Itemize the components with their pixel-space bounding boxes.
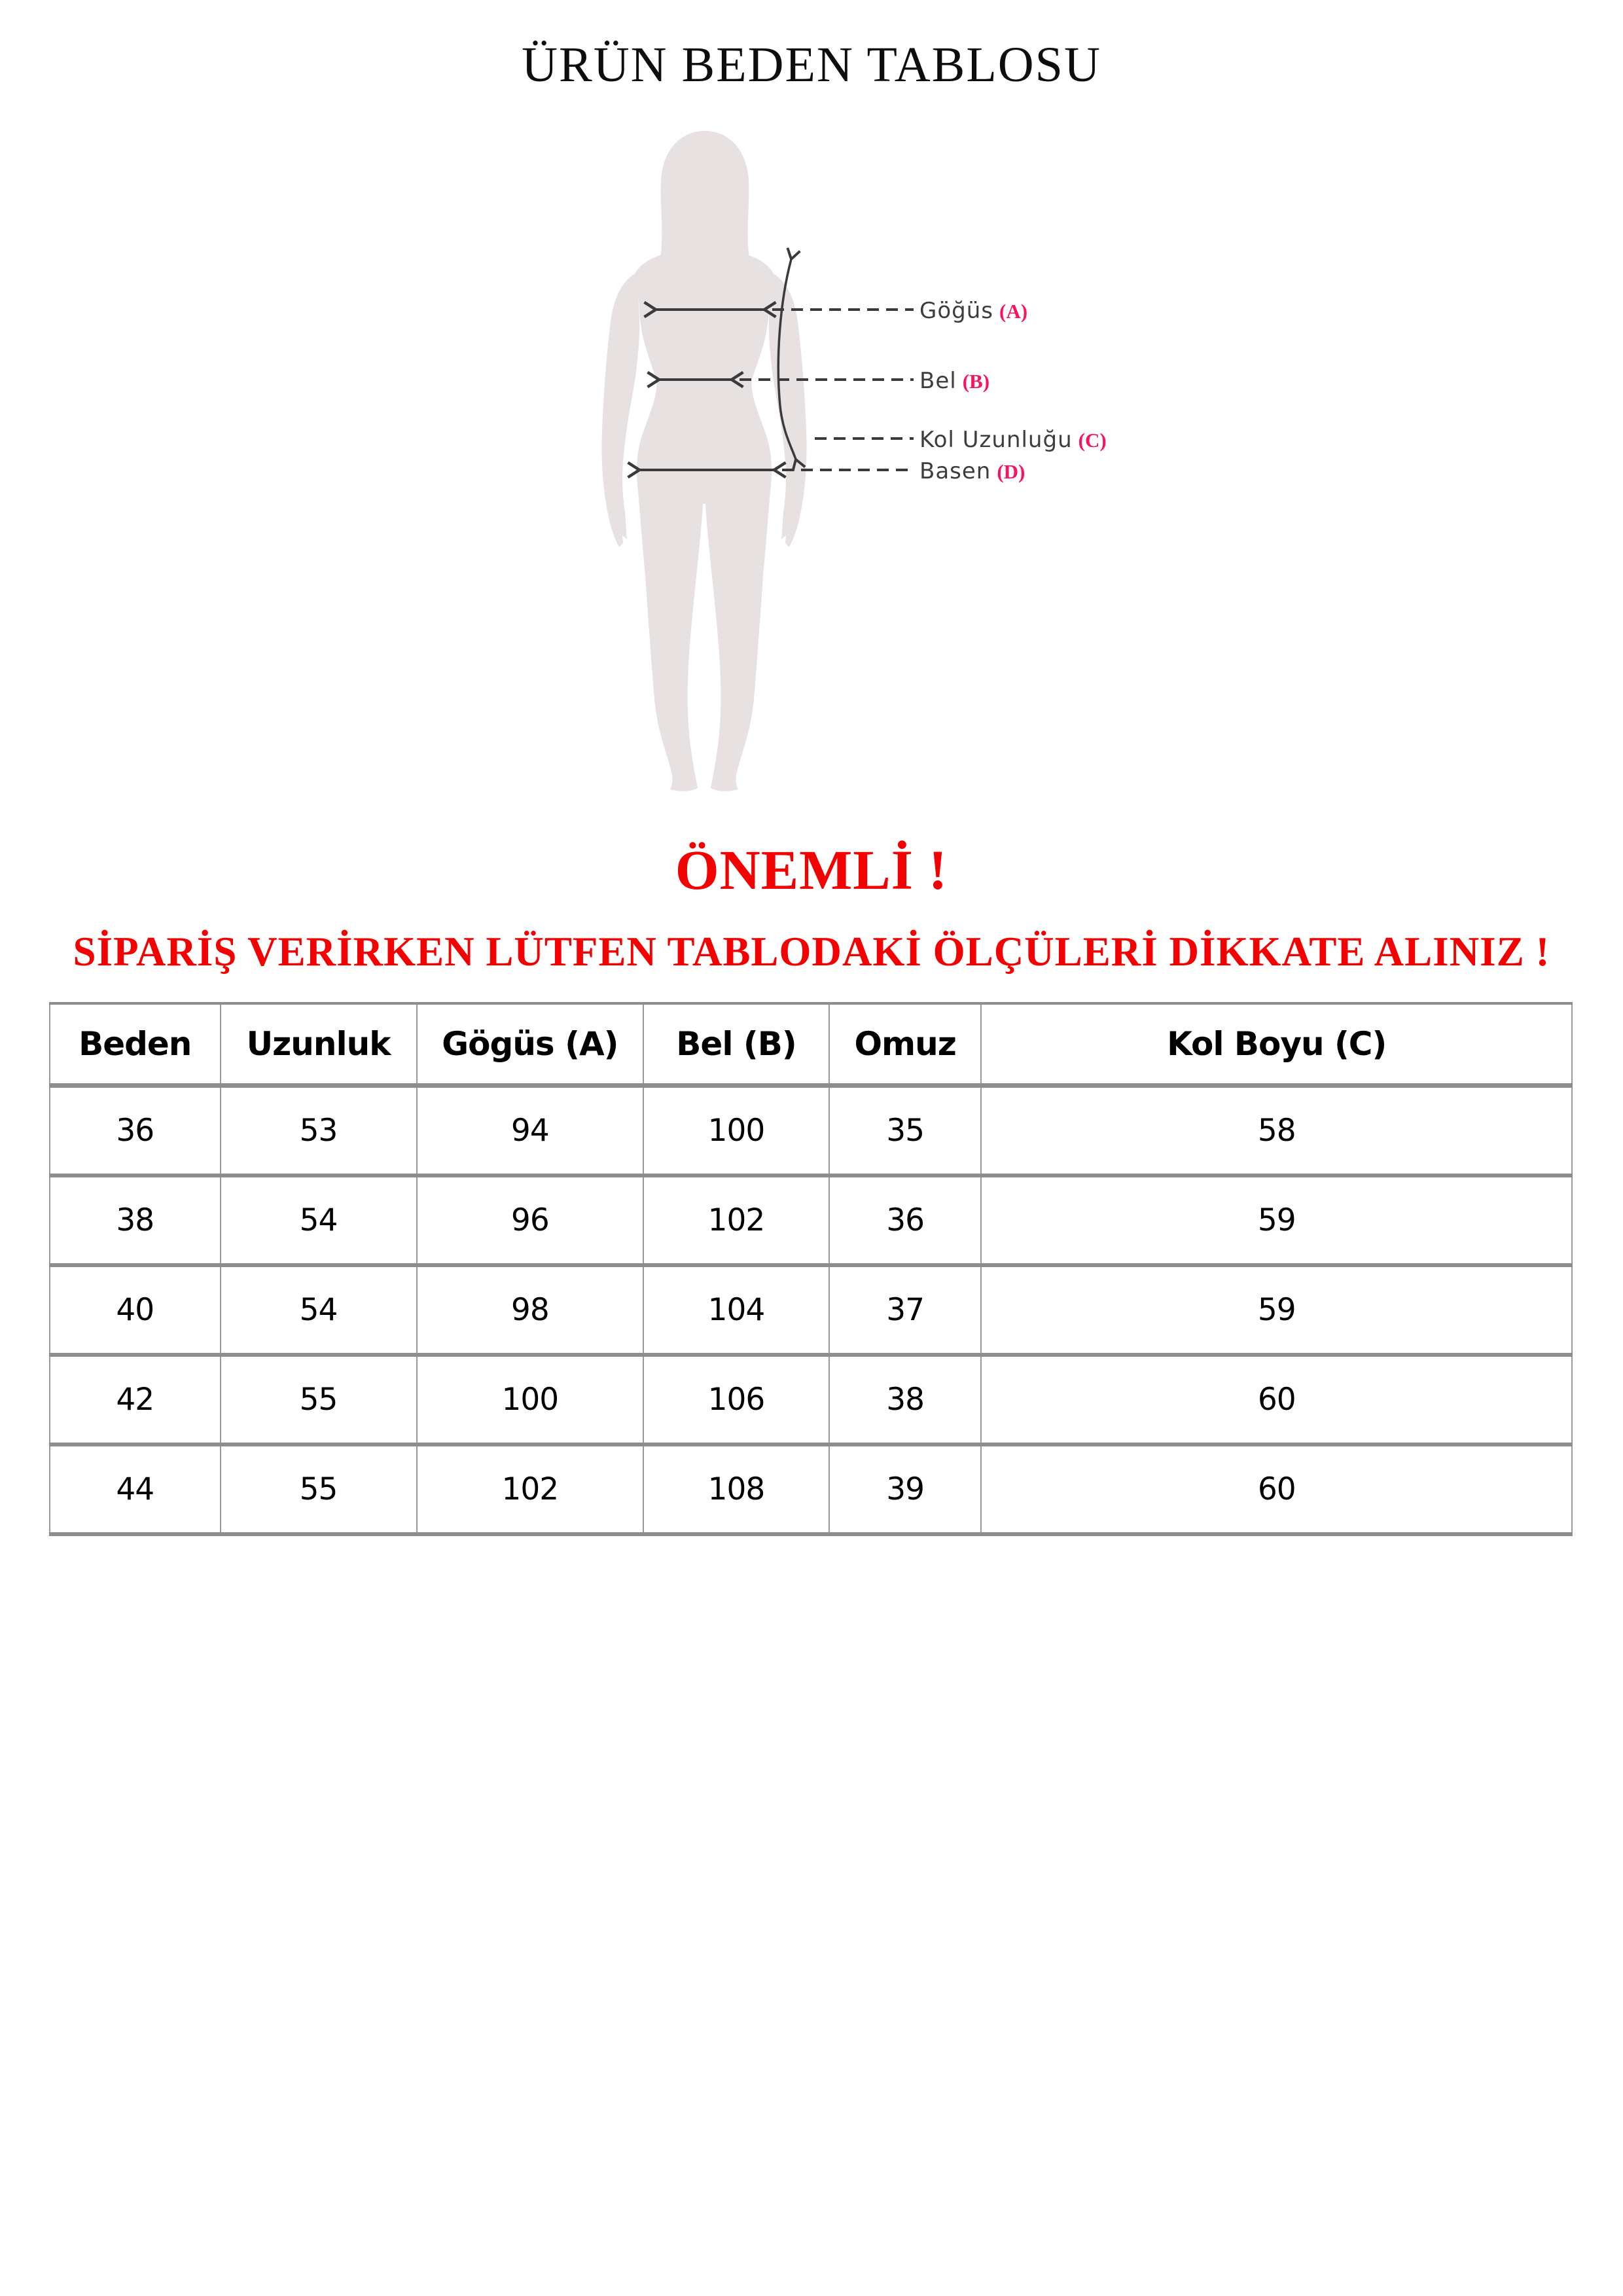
size-cell: 55: [221, 1444, 417, 1534]
column-header: Omuz: [829, 1003, 982, 1086]
order-warning-text: SİPARİŞ VERİRKEN LÜTFEN TABLODAKİ ÖLÇÜLERİ DİKKATE ALINIZ !: [73, 929, 1550, 975]
size-cell: 55: [221, 1355, 417, 1444]
column-header: Beden: [50, 1003, 221, 1086]
silhouette-torso-legs: [633, 251, 775, 791]
silhouette-left-arm: [601, 274, 639, 547]
label-hip-key: (D): [997, 460, 1026, 483]
label-hip-text: Basen: [919, 458, 991, 484]
size-cell: 38: [829, 1355, 982, 1444]
header-row: [50, 1003, 1572, 1086]
size-cell: 59: [981, 1175, 1572, 1265]
size-cell: 102: [417, 1444, 644, 1534]
size-cell: 36: [50, 1086, 221, 1176]
size-cell: 106: [643, 1355, 829, 1444]
size-cell: 42: [50, 1355, 221, 1444]
size-cell: 37: [829, 1265, 982, 1355]
size-cell: 38: [50, 1175, 221, 1265]
label-chest-key: (A): [999, 300, 1028, 323]
label-chest: [919, 296, 1027, 326]
size-cell: 96: [417, 1175, 644, 1265]
size-cell: 102: [643, 1175, 829, 1265]
table-row: [50, 1086, 1572, 1176]
size-cell: 36: [829, 1175, 982, 1265]
label-waist-key: (B): [962, 370, 990, 393]
size-cell: 54: [221, 1265, 417, 1355]
label-arm-length-text: Kol Uzunluğu: [919, 427, 1073, 453]
label-arm-length-key: (C): [1078, 429, 1107, 452]
body-measurement-diagram: [576, 123, 916, 797]
size-cell: 60: [981, 1355, 1572, 1444]
size-cell: 39: [829, 1444, 982, 1534]
size-cell: 40: [50, 1265, 221, 1355]
page-title: ÜRÜN BEDEN TABLOSU: [522, 37, 1101, 92]
size-cell: 60: [981, 1444, 1572, 1534]
size-cell: 94: [417, 1086, 644, 1176]
table-body: [50, 1086, 1572, 1535]
column-header: Uzunluk: [221, 1003, 417, 1086]
size-table: [49, 1002, 1573, 1536]
size-cell: 54: [221, 1175, 417, 1265]
size-cell: 58: [981, 1086, 1572, 1176]
table-row: [50, 1265, 1572, 1355]
column-header: Bel (B): [643, 1003, 829, 1086]
column-header: Kol Boyu (C): [981, 1003, 1572, 1086]
label-arm-length: [919, 425, 1107, 455]
table-row: [50, 1175, 1572, 1265]
size-cell: 98: [417, 1265, 644, 1355]
size-cell: 100: [417, 1355, 644, 1444]
size-cell: 35: [829, 1086, 982, 1176]
label-hip: [919, 457, 1025, 486]
column-header: Gögüs (A): [417, 1003, 644, 1086]
woman-silhouette: [601, 131, 806, 791]
silhouette-right-arm: [769, 274, 807, 547]
label-waist: [919, 367, 990, 396]
label-chest-text: Göğüs: [919, 298, 993, 324]
table-row: [50, 1444, 1572, 1534]
size-cell: 108: [643, 1444, 829, 1534]
table-row: [50, 1355, 1572, 1444]
size-cell: 53: [221, 1086, 417, 1176]
size-cell: 104: [643, 1265, 829, 1355]
label-waist-text: Bel: [919, 368, 957, 394]
size-cell: 44: [50, 1444, 221, 1534]
size-cell: 100: [643, 1086, 829, 1176]
important-heading: ÖNEMLİ !: [675, 838, 948, 901]
size-cell: 59: [981, 1265, 1572, 1355]
